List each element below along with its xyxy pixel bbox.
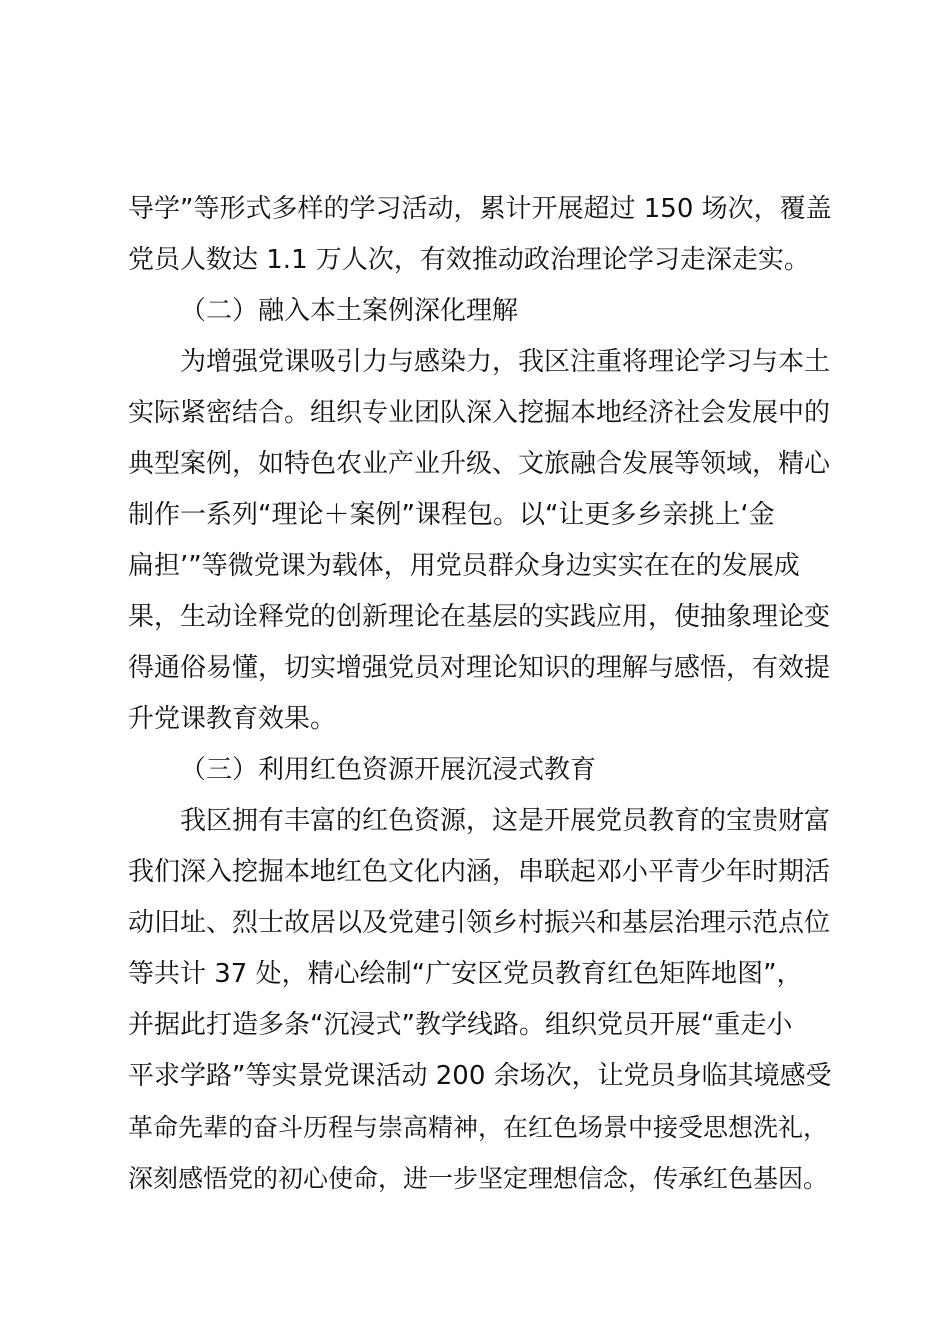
- paragraph-line: 我区拥有丰富的红色资源，这是开展党员教育的宝贵财富: [180, 806, 831, 836]
- paragraph-line: 我们深入挖掘本地红色文化内涵，串联起邓小平青少年时期活: [128, 857, 831, 887]
- paragraph-line: 实际紧密结合。组织专业团队深入挖掘本地经济社会发展中的: [128, 398, 831, 428]
- document-body: [128, 184, 834, 1204]
- paragraph-line: 动旧址、烈士故居以及党建引领乡村振兴和基层治理示范点位: [128, 908, 831, 938]
- paragraph-line: 扁担’”等微党课为载体，用党员群众身边实实在在的发展成: [128, 551, 800, 581]
- paragraph-line: 升党课教育效果。: [128, 704, 337, 734]
- paragraph-line: 革命先辈的奋斗历程与崇高精神，在红色场景中接受思想洗礼，: [128, 1113, 829, 1142]
- paragraph-line: 党员人数达 1.1 万人次，有效推动政治理论学习走深走实。: [128, 245, 810, 275]
- paragraph-line: 并据此打造多条“沉浸式”教学线路。组织党员开展“重走小: [128, 1010, 793, 1040]
- paragraph-line: 典型案例，如特色农业产业升级、文旅融合发展等领域，精心: [128, 449, 831, 479]
- section-heading: （三）利用红色资源开展沉浸式教育: [180, 755, 597, 785]
- paragraph-line: 导学”等形式多样的学习活动，累计开展超过 150 场次，覆盖: [128, 194, 832, 224]
- paragraph-line: 平求学路”等实景党课活动 200 余场次，让党员身临其境感受: [128, 1061, 832, 1091]
- paragraph-line: 等共计 37 处，精心绘制“广安区党员教育红色矩阵地图”，: [128, 959, 803, 989]
- paragraph-line: 得通俗易懂，切实增强党员对理论知识的理解与感悟，有效提: [128, 653, 831, 683]
- paragraph-line: 为增强党课吸引力与感染力，我区注重将理论学习与本土: [180, 347, 831, 377]
- paragraph-line: 果，生动诠释党的创新理论在基层的实践应用，使抽象理论变: [128, 602, 831, 632]
- section-heading: （二）融入本土案例深化理解: [180, 296, 519, 326]
- paragraph-line: 深刻感悟党的初心使命，进一步坚定理想信念，传承红色基因。: [128, 1164, 829, 1193]
- paragraph-line: 制作一系列“理论＋案例”课程包。以“让更多乡亲挑上‘金: [128, 500, 775, 530]
